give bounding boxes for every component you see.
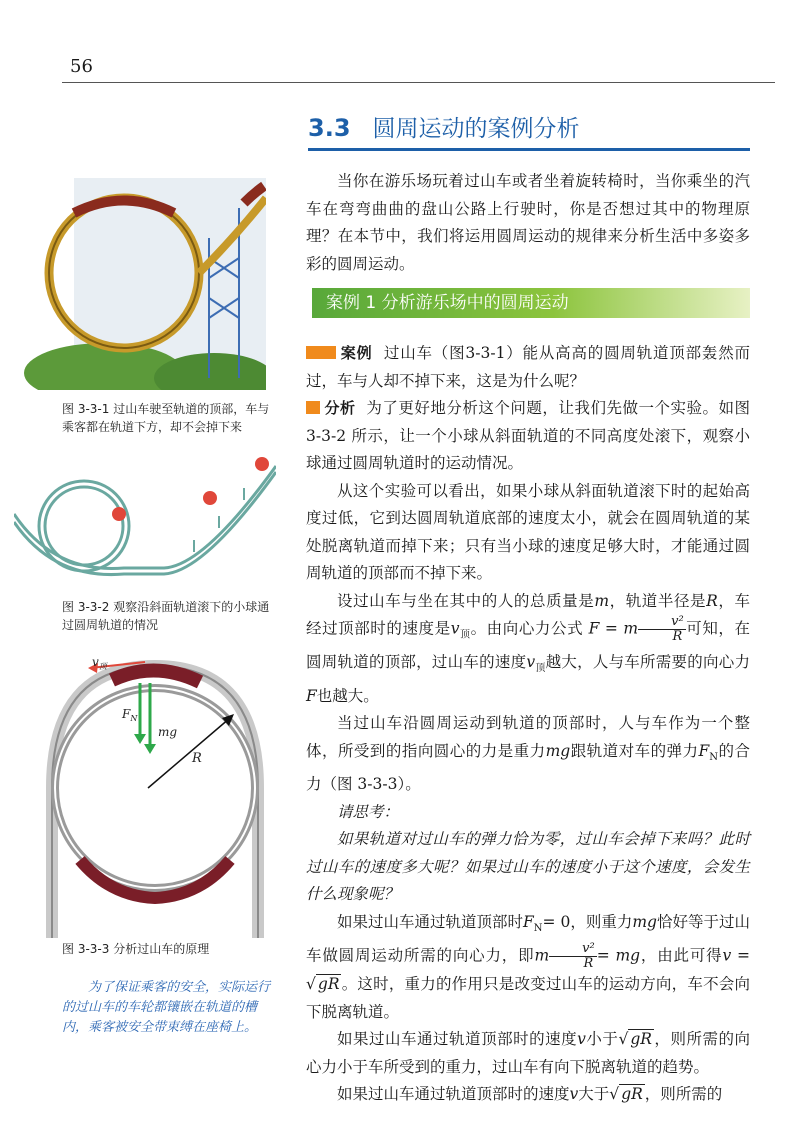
section-number: 3.3 [308,114,351,142]
sub-top: 顶 [459,629,471,641]
more-root: gR [621,1085,643,1104]
zero-denominator: R [583,956,594,972]
less-text-c: ，则所需的向心力小于车所受到的重力，过山车有向下脱离轨道的趋势。 [306,1030,750,1076]
zero-v: v = [722,946,750,965]
setup-text-d: 。由向心力公式 [470,619,584,638]
page-number: 56 [70,56,93,77]
var-m-2: m [534,946,550,965]
zero-text-b: ，则重力 [570,912,633,931]
case-tag-icon [306,346,336,359]
analysis-text: 为了更好地分析这个问题，让我们先做一个实验。如图 3-3-2 所示，让一个小球从斜面轨道的不同高度处滚下，观察小球通过圆周轨道时的运动情况。 [306,399,750,472]
intro-text: 当你在游乐场玩着过山车或者坐着旋转椅时，当你乘坐的汽车在弯弯曲曲的盘山公路上行驶时，你是否想过其中的物理原理？在本节中，我们将运用圆周运动的规律来分析生活中多姿多彩的圆周运动。 [306,172,750,273]
case-paragraph [306,340,750,395]
roller-coaster-photo [14,178,266,390]
setup-text-e: 可知，在圆周轨道的顶部，过山车的速度 [306,619,750,672]
analysis-label: 分析 [324,399,356,417]
more-v: v [569,1085,579,1104]
main-text [306,340,750,1109]
var-v-top-2: v [526,653,536,672]
setup-paragraph [306,588,750,711]
analysis-tag-icon [306,401,320,414]
section-title: 圆周运动的案例分析 [372,116,580,142]
fig2-caption: 图 3-3-2 观察沿斜面轨道滚下的小球通过圆周轨道的情况 [62,600,270,632]
zero-text-d: ，由此可得 [640,946,723,965]
forces-paragraph [306,710,750,799]
forces-text-c: 的合力（图 3-3-3）。 [306,741,750,794]
var-R: R [706,591,718,610]
more-paragraph: 如果过山车通过轨道顶部时的速度v大于√ gR ，则所需的 [337,1085,723,1104]
setup-text-g: 也越大。 [316,686,379,705]
sub-top-2: 顶 [535,663,546,675]
var-m: m [594,591,610,610]
zero-eq0: = 0 [542,912,571,931]
analysis-paragraph [306,395,750,478]
incline-loop-diagram [14,456,276,606]
forces-text-a: 当过山车沿圆周运动到轨道的顶部时，人与车作为一个整体，所受到的指向圆心的力是重力 [306,714,750,760]
setup-text-a: 设过山车与坐在其中的人的总质量是 [337,591,595,610]
label-FN: $F_N$ [122,707,138,723]
var-mg: mg [545,741,571,760]
coaster-force-diagram [30,648,282,940]
fig3-caption: 图 3-3-3 分析过山车的原理 [62,942,210,956]
formula-fraction [638,615,686,644]
formula-denominator: R [672,629,683,644]
ball-mid [203,491,217,505]
setup-text-b: ，轨道半径是 [609,591,707,610]
more-text-a: 如果过山车通过轨道顶部时的速度 [337,1085,570,1104]
zero-fraction [549,942,597,971]
less-text-b: 小于 [585,1030,619,1049]
zero-paragraph: 如果过山车通过轨道顶部时$F_N= 0$，则重力mg恰好等于过山车做圆周运动所需的向心力，即m $\frac{\text{v²}}{R}$ = mg，由此可得v = √ gR 。这时，重力的作用只是改变过山车的运动方向，车不会向下脱离轨道。 [306,912,750,1021]
fig1-caption: 图 3-3-1 过山车驶至轨道的顶部，车与乘客都在轨道下方，却不会掉下来 [62,402,270,434]
section-heading [308,110,580,143]
ball-low [112,507,126,521]
more-text-b: 大于 [578,1085,610,1104]
experiment-paragraph: 从这个实验可以看出，如果小球从斜面轨道滚下时的起始高度过低，它到达圆周轨道底部的速度太小，就会在圆周轨道的某处脱离轨道而掉下来；只有当小球的速度足够大时，才能通过圆周轨道的顶部而不掉下来。 [306,481,750,582]
var-F: F [306,686,317,705]
think-heading: 请思考： [337,802,400,821]
sub-N-2: N [533,922,543,934]
header-rule [62,82,775,83]
side-note: 为了保证乘客的安全，实际运行的过山车的车轮都镶嵌在轨道的槽内，乘客被安全带束缚在座椅上。 [62,980,271,1035]
less-text-a: 如果过山车通过轨道顶部时的速度 [337,1030,578,1049]
zero-eq: = mg [596,946,641,965]
setup-text-f: 越大，人与车所需要的向心力 [545,653,750,672]
less-root: gR [630,1030,652,1049]
var-v-top: v [450,619,460,638]
case-label: 案例 [340,344,373,362]
zero-numerator: v² [549,942,597,957]
label-mg: mg [158,725,178,739]
intro-paragraph [306,168,750,278]
zero-root: gR [317,975,340,994]
var-FN: F [698,741,710,760]
ball-top [255,457,269,471]
zero-text-e: 。这时，重力的作用只是改变过山车的运动方向，车不会向下脱离轨道。 [306,975,750,1021]
zero-text-c: 恰好等于过山车做圆周运动所需的向心力，即 [306,912,750,965]
var-mg-2: mg [632,912,657,931]
less-v: v [577,1030,586,1049]
label-R: R [192,751,202,766]
zero-text-a: 如果过山车通过轨道顶部时 [337,912,524,931]
label-v-top: $v_顶$ [92,655,107,671]
formula-numerator: v² [638,615,686,630]
formula-lhs: F = m [588,619,639,638]
var-FN-2: F [523,912,534,931]
setup-text-c: ，车经过顶部时的速度是 [306,591,750,638]
think-question: 如果轨道对过山车的弹力恰为零，过山车会掉下来吗？此时过山车的速度多大呢？如果过山车的速度小于这个速度，会发生什么现象呢？ [306,830,750,904]
less-paragraph: 如果过山车通过轨道顶部时的速度v小于√ gR ，则所需的向心力小于车所受到的重力，过山车有向下脱离轨道的趋势。 [306,1030,750,1076]
forces-text-b: 跟轨道对车的弹力 [570,741,699,760]
case-banner: 案例 1 分析游乐场中的圆周运动 [312,288,750,318]
case-text: 过山车（图3-3-1）能从高高的圆周轨道顶部轰然而过，车与人却不掉下来，这是为什么呢？ [306,344,751,390]
more-text-c: ，则所需的 [644,1085,723,1104]
sub-N: N [709,751,719,763]
section-rule [308,148,750,151]
